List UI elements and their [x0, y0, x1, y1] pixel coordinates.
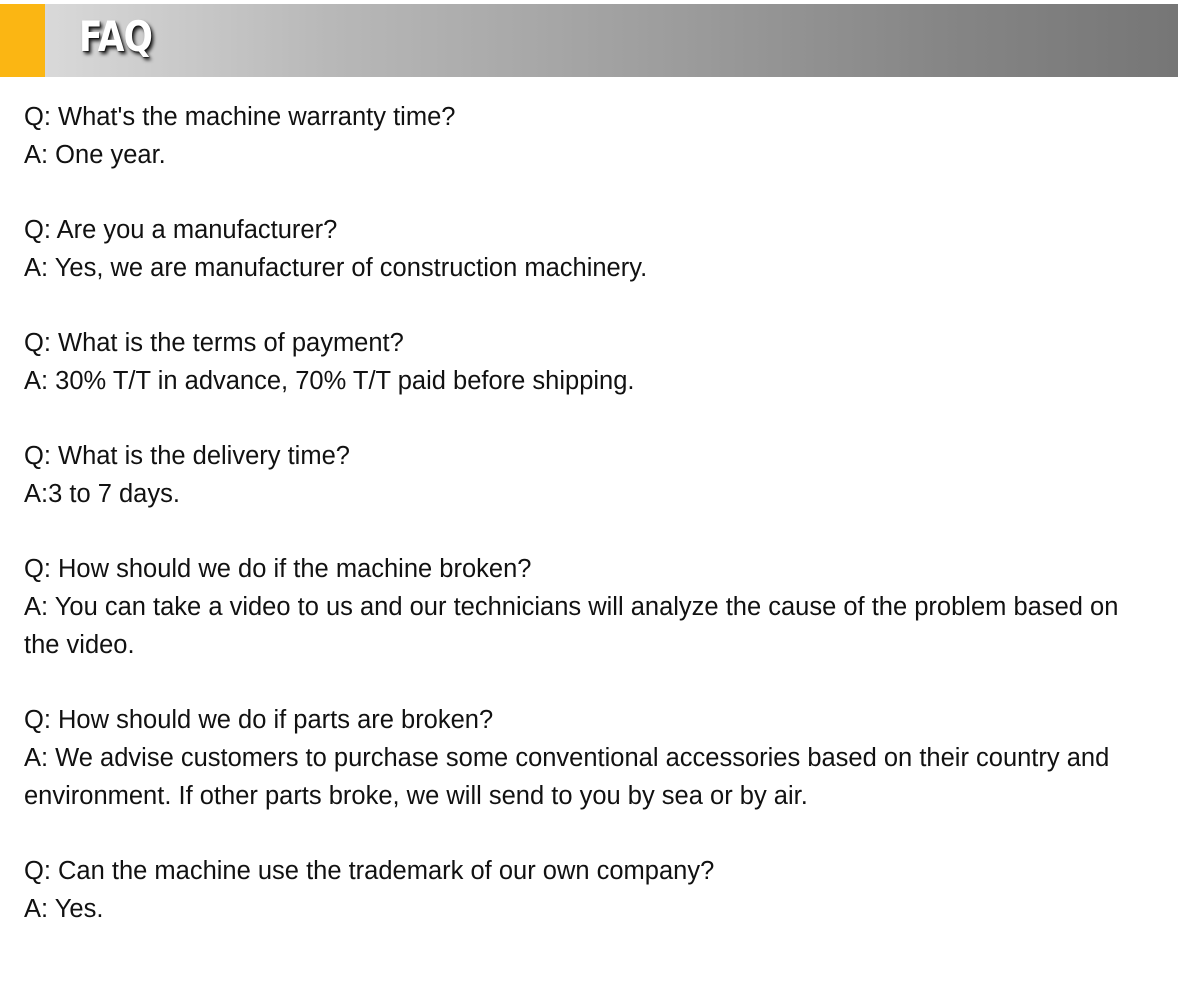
faq-item — [24, 701, 1144, 815]
faq-question: Q: How should we do if parts are broken? — [24, 706, 494, 734]
faq-item — [24, 437, 1144, 513]
faq-answer: A: We advise customers to purchase some conventional accessories based on their country and environment. If other parts broke, we will send to you by sea or by air. — [24, 744, 1110, 810]
faq-item — [24, 324, 1144, 400]
faq-header-bar — [0, 4, 1178, 77]
faq-question: Q: What is the delivery time? — [24, 442, 350, 470]
faq-question: Q: Can the machine use the trademark of our own company? — [24, 857, 715, 885]
faq-item — [24, 550, 1144, 664]
faq-answer: A:3 to 7 days. — [24, 480, 180, 508]
faq-answer: A: 30% T/T in advance, 70% T/T paid before shipping. — [24, 367, 635, 395]
faq-answer: A: Yes, we are manufacturer of construction machinery. — [24, 254, 648, 282]
faq-answer: A: Yes. — [24, 895, 104, 923]
faq-question: Q: What is the terms of payment? — [24, 329, 404, 357]
faq-item — [24, 98, 1144, 174]
faq-list — [24, 98, 1144, 928]
faq-answer: A: One year. — [24, 141, 166, 169]
faq-question: Q: How should we do if the machine broken? — [24, 555, 532, 583]
page-title: FAQ — [79, 12, 153, 61]
faq-answer: A: You can take a video to us and our technicians will analyze the cause of the problem based on the video. — [24, 593, 1119, 659]
faq-item — [24, 211, 1144, 287]
header-accent-block — [0, 4, 45, 77]
faq-question: Q: Are you a manufacturer? — [24, 216, 338, 244]
header-title-band — [45, 4, 1178, 77]
faq-question: Q: What's the machine warranty time? — [24, 103, 456, 131]
faq-item — [24, 852, 1144, 928]
